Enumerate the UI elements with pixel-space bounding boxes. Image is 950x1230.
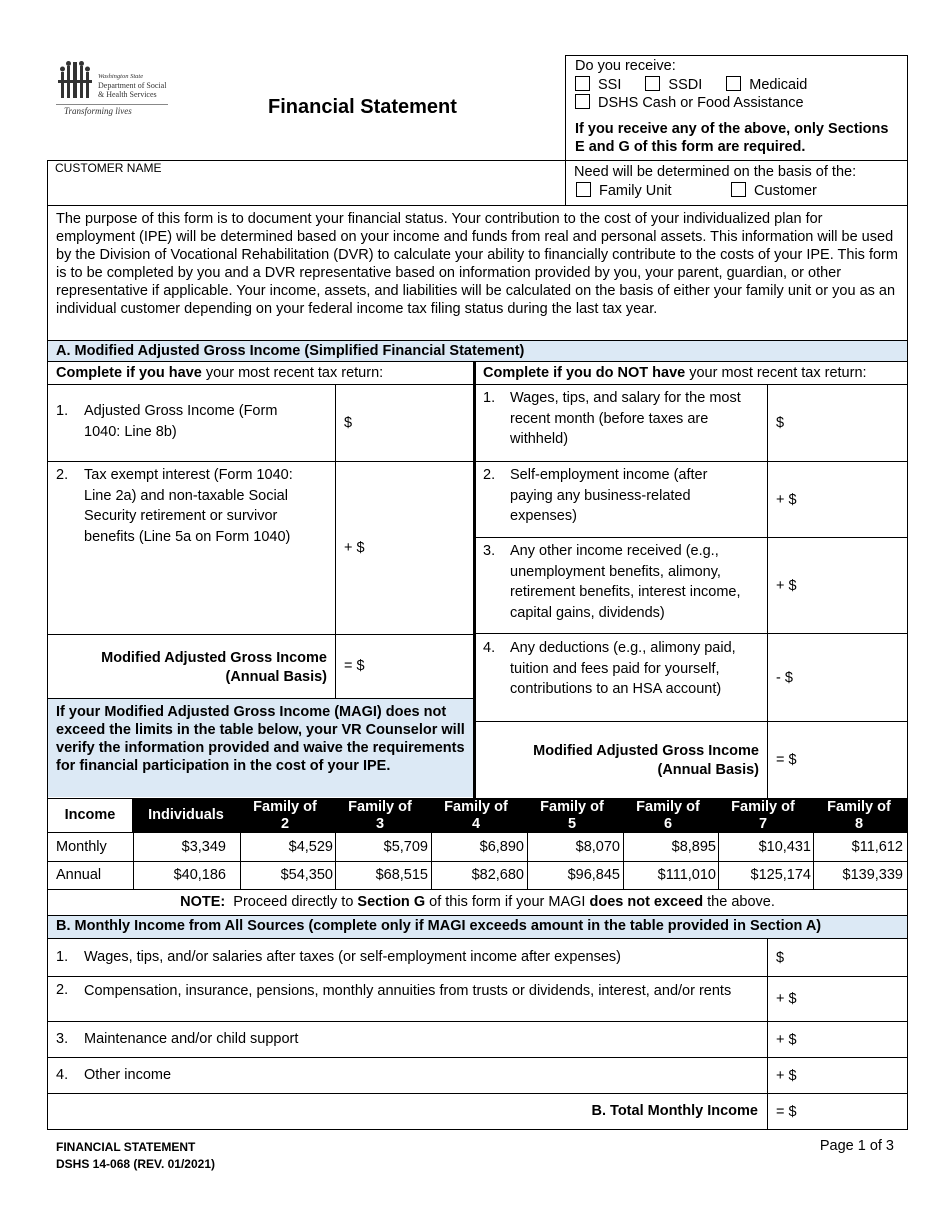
section-b-item-2-amount[interactable]: + $ [776,991,797,1007]
agency-line-3: & Health Services [98,90,157,99]
right-item-1-amount[interactable]: $ [776,415,785,431]
cell-monthly-f2: $4,529 [288,839,333,855]
right-total-label: Modified Adjusted Gross Income (Annual Basis) [533,743,759,778]
receive-question: Do you receive: [575,58,676,74]
dshs-logo-icon [56,60,96,100]
right-total-amount[interactable]: = $ [776,752,797,768]
medicaid-checkbox[interactable] [726,76,741,91]
cell-annual-f8: $139,339 [842,867,903,883]
ssi-checkbox[interactable] [575,76,590,91]
cell-monthly-f8: $11,612 [851,839,903,855]
section-b-item-4-amount[interactable]: + $ [776,1068,797,1084]
customer-name-field[interactable] [48,176,564,204]
th-family-5: Family of 5 [537,798,607,833]
row-label-annual: Annual [56,867,102,883]
th-family-4: Family of 4 [441,798,511,833]
section-b-item-1-amount[interactable]: $ [776,950,785,966]
th-family-6: Family of 6 [633,798,703,833]
dshs-logo [56,60,171,122]
cell-annual-f7: $125,174 [750,867,811,883]
left-item-1-amount[interactable]: $ [344,415,353,431]
th-individuals: Individuals [134,798,238,833]
section-b-total-label: B. Total Monthly Income [591,1103,758,1119]
right-header: Complete if you do NOT have your most recent tax return: [483,365,867,381]
cell-monthly-f3: $5,709 [383,839,428,855]
left-item-2-amount[interactable]: + $ [344,540,365,556]
cell-annual-f2: $54,350 [280,867,333,883]
section-b-title: B. Monthly Income from All Sources (complete only if MAGI exceeds amount in the table provided in Section A) [47,916,908,939]
purpose-text: The purpose of this form is to document your financial status. Your contribution to the cost of your individualized plan for employment (IPE) will be determined based on your income and funds from real and personal assets. This information will be used by the Division of Vocational Rehabilitation (DVR) to calculate your ability to financially contribute to the costs of your IPE. This form is to be completed by you and a DVR representative based on information provided by you, your parent, guardian, or other representative if applicable. Your income, assets, and liabilities will be calculated on the basis of either your family unit or you as an individual customer depending on your federal income tax filing status during the last tax year. [56,211,898,317]
right-item-4-amount[interactable]: - $ [776,670,793,686]
th-family-7: Family of 7 [728,798,798,833]
ssi-option[interactable]: SSI [575,77,641,93]
section-b-item-3-amount[interactable]: + $ [776,1032,797,1048]
footer-form-number: DSHS 14-068 (REV. 01/2021) [56,1157,215,1171]
table-row [47,833,908,861]
page-number: Page 1 of 3 [819,1138,894,1154]
cell-annual-ind: $40,186 [173,867,226,883]
agency-line-1: Washington State [98,73,144,80]
cell-monthly-f4: $6,890 [479,839,524,855]
th-income: Income [64,807,116,823]
cell-annual-f3: $68,515 [375,867,428,883]
family-unit-option[interactable]: Family Unit [576,183,727,199]
customer-name-label: CUSTOMER NAME [55,161,162,175]
left-total-amount[interactable]: = $ [344,658,365,674]
agency-tagline: Transforming lives [64,106,132,116]
cell-annual-f6: $111,010 [657,867,716,883]
cell-monthly-f7: $10,431 [758,839,811,855]
cell-annual-f5: $96,845 [567,867,620,883]
footer-form-name: FINANCIAL STATEMENT [56,1140,196,1154]
ssdi-checkbox[interactable] [645,76,660,91]
right-item-2-amount[interactable]: + $ [776,492,797,508]
th-family-3: Family of 3 [345,798,415,833]
section-b-total-amount[interactable]: = $ [776,1104,797,1120]
cell-annual-f4: $82,680 [471,867,524,883]
customer-checkbox[interactable] [731,182,746,197]
table-note: NOTE: Proceed directly to Section G of this form if your MAGI does not exceed the above. [180,894,775,910]
page-title: Financial Statement [268,96,457,118]
th-family-2: Family of 2 [250,798,320,833]
row-label-monthly: Monthly [56,839,107,855]
left-total-label: Modified Adjusted Gross Income (Annual Basis) [101,650,327,685]
receive-box [565,55,908,161]
left-header: Complete if you have your most recent tax return: [56,365,384,381]
table-row [47,861,908,889]
section-a-title: A. Modified Adjusted Gross Income (Simplified Financial Statement) [47,340,908,362]
receive-note: If you receive any of the above, only Sections E and G of this form are required. [575,121,889,155]
magi-note: If your Modified Adjusted Gross Income (MAGI) does not exceed the limits in the table below, your VR Counselor will verify the information provided and waive the requirements for financial participation in the cost of your IPE. [56,704,465,774]
customer-option[interactable]: Customer [731,183,817,199]
cell-monthly-f5: $8,070 [575,839,620,855]
cell-monthly-f6: $8,895 [671,839,716,855]
need-text: Need will be determined on the basis of the: [574,164,857,180]
family-unit-checkbox[interactable] [576,182,591,197]
th-family-8: Family of 8 [824,798,894,833]
dshs-cash-option[interactable]: DSHS Cash or Food Assistance [575,94,804,111]
dshs-cash-checkbox[interactable] [575,94,590,109]
ssdi-option[interactable]: SSDI [645,77,722,93]
cell-monthly-ind: $3,349 [181,839,226,855]
medicaid-option[interactable]: Medicaid [726,77,827,93]
agency-line-2: Department of Social [98,81,167,90]
right-item-3-amount[interactable]: + $ [776,578,797,594]
